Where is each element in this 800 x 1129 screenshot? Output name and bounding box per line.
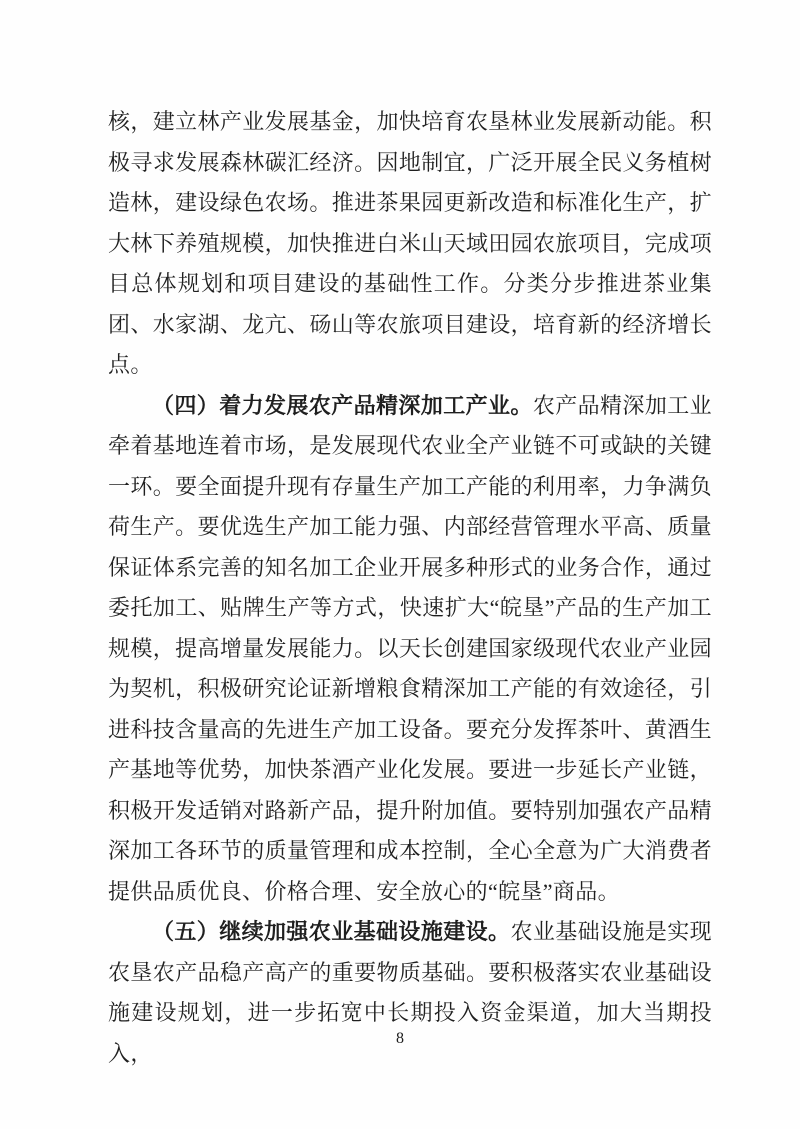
paragraph-section-5 (108, 912, 712, 1074)
text-block (108, 0, 712, 1074)
paragraph-continuation (108, 102, 712, 386)
paragraph-body: 农业基础设施是实现农垦农产品稳产高产的重要物质基础。要积极落实农业基础设施建设规划，进一步拓宽中长期投入资金渠道，加大当期投入， (108, 919, 712, 1066)
paragraph-body: 农产品精深加工业牵着基地连着市场，是发展现代农业全产业链不可或缺的关键一环。要全面提升现有存量生产加工产能的利用率，力争满负荷生产。要优选生产加工能力强、内部经营管理水平高、质量保证体系完善的知名加工企业开展多种形式的业务合作，通过委托加工、贴牌生产等方式，快速扩大“皖垦”产品的生产加工规模，提高增量发展能力。以天长创建国家级现代农业产业园为契机，积极研究论证新增粮食精深加工产能的有效途径，引进科技含量高的先进生产加工设备。要充分发挥茶叶、黄酒生产基地等优势，加快茶酒产业化发展。要进一步延长产业链，积极开发适销对路新产品，提升附加值。要特别加强农产品精深加工各环节的质量管理和成本控制，全心全意为广大消费者提供品质优良、价格合理、安全放心的“皖垦”商品。 (108, 392, 712, 904)
paragraph-section-4 (108, 386, 712, 913)
paragraph-body: 核，建立林产业发展基金，加快培育农垦林业发展新动能。积极寻求发展森林碳汇经济。因地制宜，广泛开展全民义务植树造林，建设绿色农场。推进茶果园更新改造和标准化生产，扩大林下养殖规模，加快推进白米山天域田园农旅项目，完成项目总体规划和项目建设的基础性工作。分类分步推进茶业集团、水家湖、龙亢、砀山等农旅项目建设，培育新的经济增长点。 (108, 109, 712, 377)
paragraph-heading: （五）继续加强农业基础设施建设。 (152, 919, 511, 944)
page-number: 8 (396, 1030, 404, 1047)
paragraph-heading: （四）着力发展农产品精深加工产业。 (152, 392, 533, 418)
